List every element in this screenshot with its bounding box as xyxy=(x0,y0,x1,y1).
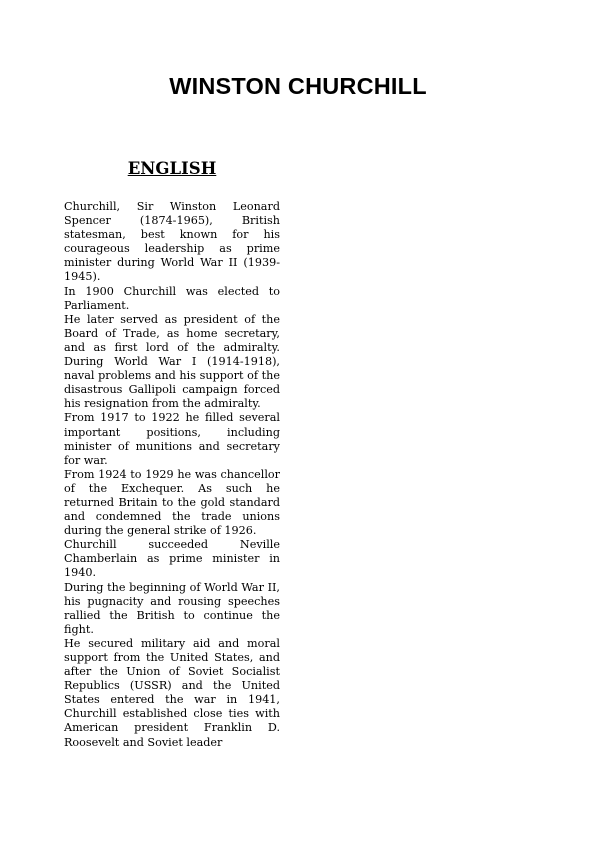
body-text-column xyxy=(64,200,280,750)
paragraph: Churchill succeeded Neville Chamberlain as prime minister in 1940. xyxy=(64,538,280,580)
paragraph: During the beginning of World War II, his pugnacity and rousing speeches rallied the British to continue the fight. xyxy=(64,580,280,636)
section-heading-english: ENGLISH xyxy=(127,159,217,178)
paragraph: From 1917 to 1922 he filled several important positions, including minister of munitions and secretary for war. xyxy=(64,411,280,467)
paragraph: He secured military aid and moral support from the United States, and after the Union of Soviet Socialist Republics (USSR) and the United States entered the war in 1941, Churchill established close ties with American president Franklin D. Roosevelt and Soviet leader xyxy=(64,636,280,749)
paragraph: He later served as president of the Board of Trade, as home secretary, and as first lord of the admiralty. During World War I (1914-1918), naval problems and his support of the disastrous Gallipoli campaign forced his resignation from the admiralty. xyxy=(64,312,280,411)
paragraph: Churchill, Sir Winston Leonard Spencer (1874-1965), British statesman, best known for his courageous leadership as prime minister during World War II (1939-1945). xyxy=(64,200,280,284)
page-title: WINSTON CHURCHILL xyxy=(169,73,427,99)
paragraph: In 1900 Churchill was elected to Parliament. xyxy=(64,284,280,312)
paragraph: From 1924 to 1929 he was chancellor of the Exchequer. As such he returned Britain to the gold standard and condemned the trade unions during the general strike of 1926. xyxy=(64,467,280,538)
